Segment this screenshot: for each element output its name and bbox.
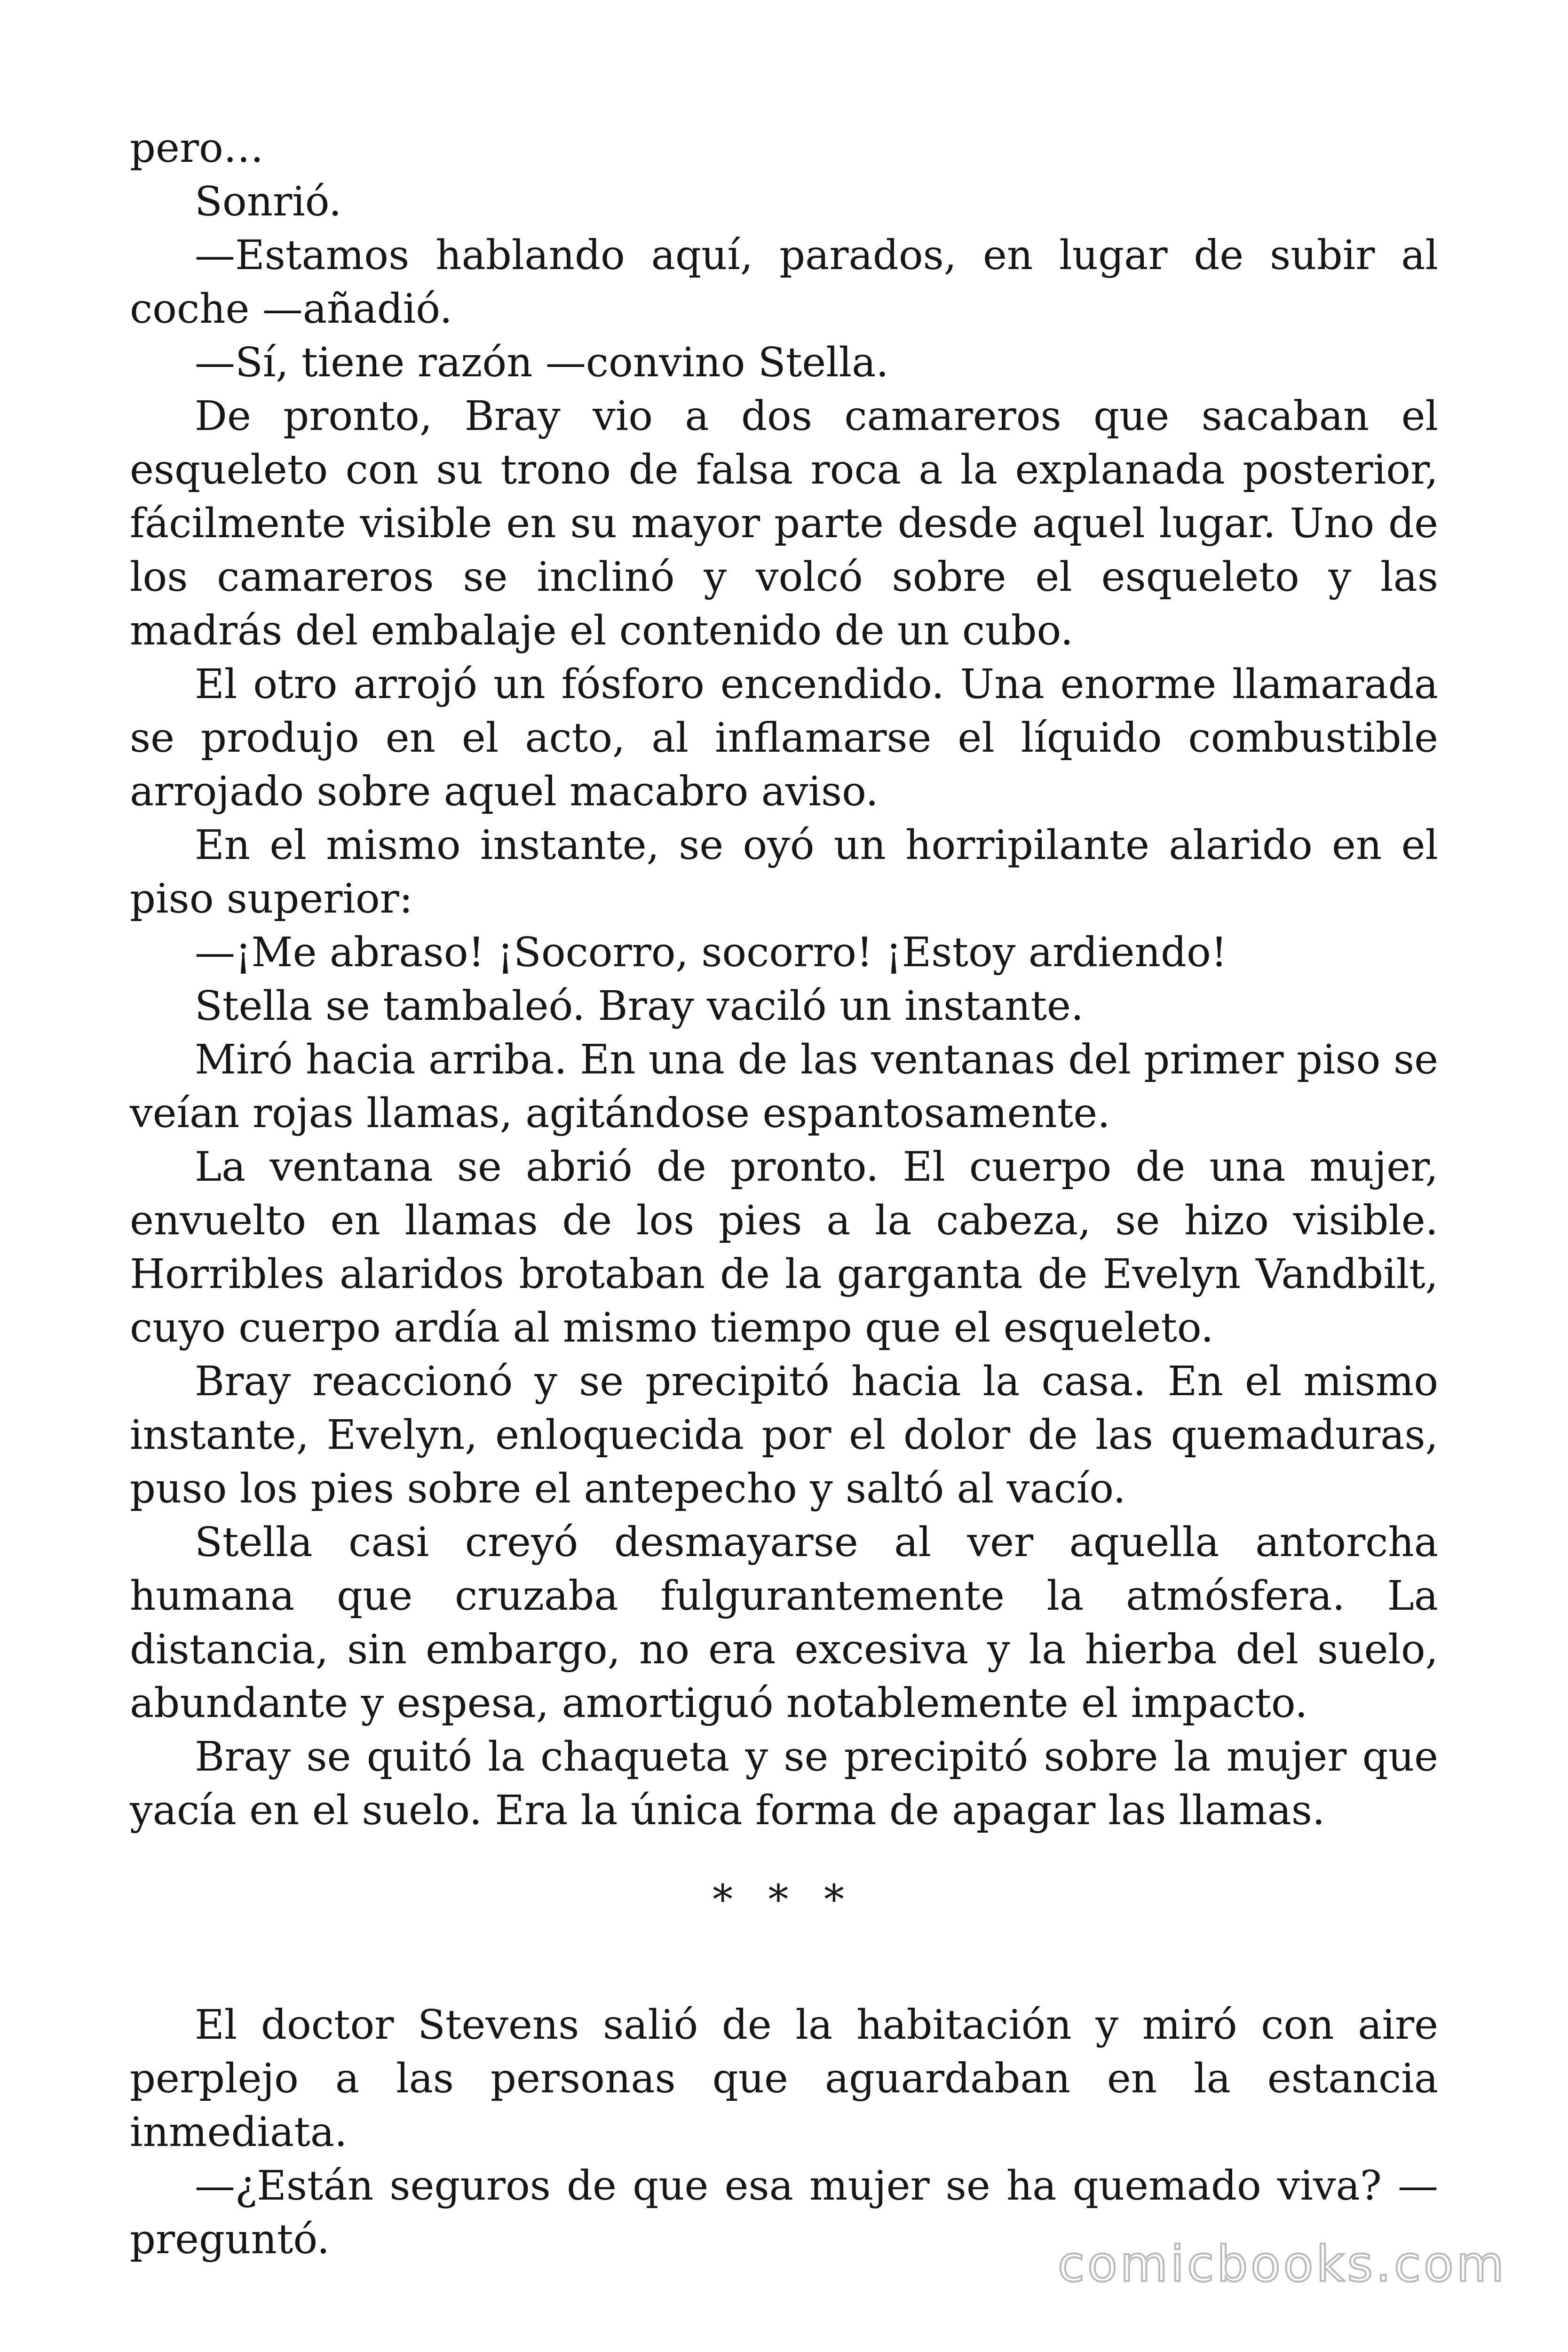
paragraph: —Estamos hablando aquí, parados, en lugar de subir al coche —añadió. [130,232,1438,333]
paragraph: En el mismo instante, se oyó un horripilante alarido en el piso superior: [130,822,1438,922]
paragraph: El otro arrojó un fósforo encendido. Una enorme llamarada se produjo en el acto, al inflamarse el líquido combustible arrojado sobre aquel macabro aviso. [130,661,1438,815]
paragraph: Sonrió. [195,178,342,225]
paragraph: —¡Me abraso! ¡Socorro, socorro! ¡Estoy ardiendo! [195,929,1227,976]
page-body [130,121,1438,2266]
paragraph: pero… [130,125,264,172]
paragraph: Bray reaccionó y se precipitó hacia la casa. En el mismo instante, Evelyn, enloquecida por el dolor de las quemaduras, puso los pies sobre el antepecho y saltó al vacío. [130,1358,1438,1512]
paragraph: —Sí, tiene razón —convino Stella. [195,339,889,386]
paragraph: Bray se quitó la chaqueta y se precipitó sobre la mujer que yacía en el suelo. Era la única forma de apagar las llamas. [130,1733,1438,1834]
paragraph: Miró hacia arriba. En una de las ventanas del primer piso se veían rojas llamas, agitándose espantosamente. [130,1036,1438,1137]
text-section-after-break [130,1998,1438,2266]
paragraph: —¿Están seguros de que esa mujer se ha quemado viva? —preguntó. [130,2162,1438,2263]
paragraph: Stella casi creyó desmayarse al ver aquella antorcha humana que cruzaba fulgurantemente la atmósfera. La distancia, sin embargo, no era excesiva y la hierba del suelo, abundante y espesa, amortiguó notablemente el impacto. [130,1519,1438,1727]
paragraph: La ventana se abrió de pronto. El cuerpo de una mujer, envuelto en llamas de los pies a la cabeza, se hizo visible. Horribles alaridos brotaban de la garganta de Evelyn Vandbilt, cuyo cuerpo ardía al mismo tiempo que el esqueleto. [130,1144,1438,1351]
paragraph: De pronto, Bray vio a dos camareros que sacaban el esqueleto con su trono de falsa roca a la explanada posterior, fácilmente visible en su mayor parte desde aquel lugar. Uno de los camareros se inclinó y volcó sobre el esqueleto y las madrás del embalaje el contenido de un cubo. [130,393,1438,654]
text-section-before-break [130,121,1438,1837]
watermark: comicbooks.com [1057,2235,1507,2293]
section-break: * * * [713,1876,855,1923]
paragraph: Stella se tambaleó. Bray vaciló un instante. [195,983,1084,1030]
paragraph: El doctor Stevens salió de la habitación y miró con aire perplejo a las personas que aguardaban en la estancia inmediata. [130,2002,1438,2156]
